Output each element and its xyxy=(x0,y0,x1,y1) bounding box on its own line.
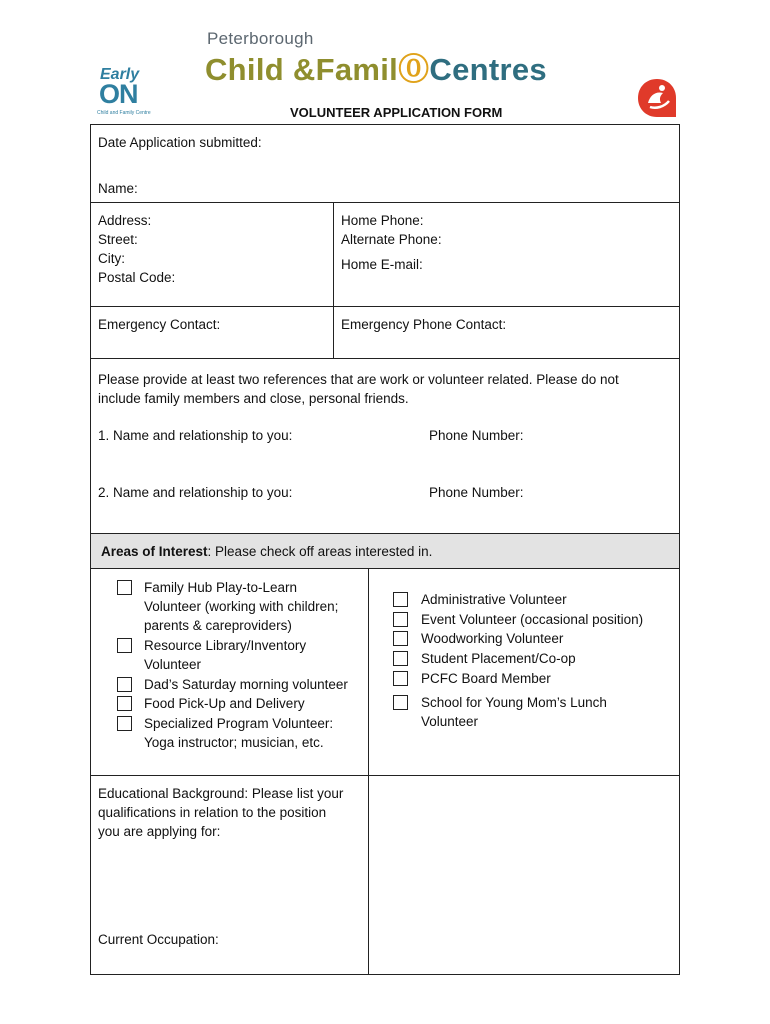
interest-young-moms-lunch-line1: School for Young Mom’s Lunch xyxy=(421,695,607,710)
interest-administrative: Administrative Volunteer xyxy=(421,592,567,607)
interest-event: Event Volunteer (occasional position) xyxy=(421,612,644,627)
emergency-contact-label: Emergency Contact: xyxy=(98,317,221,332)
early-on-logo-sub: Child and Family Centre xyxy=(97,110,151,116)
current-occupation-label: Current Occupation: xyxy=(98,932,219,947)
divider-col-address xyxy=(333,202,334,359)
reference-2-label: 2. Name and relationship to you: xyxy=(98,485,293,500)
education-label-line2: qualifications in relation to the position xyxy=(98,805,327,820)
reference-2-phone-label: Phone Number: xyxy=(429,485,524,500)
interest-dads-saturday: Dad’s Saturday morning volunteer xyxy=(144,677,348,692)
education-label-line1: Educational Background: Please list your xyxy=(98,786,344,801)
interest-student-placement: Student Placement/Co-op xyxy=(421,651,576,666)
divider-education-top xyxy=(90,775,680,776)
form-border-top xyxy=(90,124,680,125)
references-intro-line1: Please provide at least two references that are work or volunteer related. Please do not xyxy=(98,372,619,387)
org-logo-famil: Famil xyxy=(315,52,399,87)
address-label: Address: xyxy=(98,213,152,228)
form-border-bottom xyxy=(90,974,680,975)
interests-heading-bold: Areas of Interest xyxy=(101,544,208,559)
interest-specialized-program-line2: Yoga instructor; musician, etc. xyxy=(144,735,324,750)
postal-code-label: Postal Code: xyxy=(98,270,176,285)
interest-young-moms-lunch-line2: Volunteer xyxy=(421,714,479,729)
checkbox-woodworking[interactable] xyxy=(393,631,408,646)
person-y-icon: 🄋 xyxy=(398,52,430,87)
divider-interests-top xyxy=(90,533,680,534)
interest-resource-library-line1: Resource Library/Inventory xyxy=(144,638,307,653)
interest-food-pickup: Food Pick-Up and Delivery xyxy=(144,696,305,711)
checkbox-resource-library[interactable] xyxy=(117,638,132,653)
interest-specialized-program-line1: Specialized Program Volunteer: xyxy=(144,716,334,731)
interest-board-member: PCFC Board Member xyxy=(421,671,551,686)
street-label: Street: xyxy=(98,232,138,247)
org-logo-main xyxy=(205,44,547,89)
early-on-logo xyxy=(96,66,151,122)
divider-interests-body xyxy=(90,568,680,569)
divider-address-top xyxy=(90,202,680,203)
checkbox-student-placement[interactable] xyxy=(393,651,408,666)
name-label: Name: xyxy=(98,181,138,196)
org-logo-amp: & xyxy=(292,52,316,87)
divider-emergency-top xyxy=(90,306,680,307)
early-on-logo-top: Early xyxy=(100,66,140,83)
interest-family-hub-line2: Volunteer (working with children; xyxy=(144,599,339,614)
divider-col-interests xyxy=(368,568,369,975)
city-label: City: xyxy=(98,251,125,266)
interest-resource-library-line2: Volunteer xyxy=(144,657,202,672)
org-logo-top: Peterborough xyxy=(207,29,314,48)
form-border-right xyxy=(679,124,680,975)
checkbox-administrative[interactable] xyxy=(393,592,408,607)
checkbox-dads-saturday[interactable] xyxy=(117,677,132,692)
home-phone-label: Home Phone: xyxy=(341,213,424,228)
home-email-label: Home E-mail: xyxy=(341,257,423,272)
checkbox-event[interactable] xyxy=(393,612,408,627)
form-title: VOLUNTEER APPLICATION FORM xyxy=(290,105,503,120)
emergency-phone-label: Emergency Phone Contact: xyxy=(341,317,507,332)
reference-1-phone-label: Phone Number: xyxy=(429,428,524,443)
early-on-logo-bottom: ON xyxy=(99,79,138,109)
education-label-line3: you are applying for: xyxy=(98,824,221,839)
org-logo-child: Child xyxy=(205,52,284,87)
interests-heading xyxy=(101,542,432,561)
alternate-phone-label: Alternate Phone: xyxy=(341,232,442,247)
interests-heading-rest: : Please check off areas interested in. xyxy=(207,544,433,559)
references-intro-line2: include family members and close, personal friends. xyxy=(98,391,409,406)
divider-references-top xyxy=(90,358,680,359)
checkbox-specialized-program[interactable] xyxy=(117,716,132,731)
checkbox-young-moms-lunch[interactable] xyxy=(393,695,408,710)
interest-family-hub-line3: parents & careproviders) xyxy=(144,618,292,633)
interest-woodworking: Woodworking Volunteer xyxy=(421,631,564,646)
checkbox-food-pickup[interactable] xyxy=(117,696,132,711)
date-submitted-label: Date Application submitted: xyxy=(98,135,262,150)
checkbox-family-hub[interactable] xyxy=(117,580,132,595)
reference-1-label: 1. Name and relationship to you: xyxy=(98,428,293,443)
checkbox-board-member[interactable] xyxy=(393,671,408,686)
united-way-logo xyxy=(636,77,678,119)
org-logo-centres: Centres xyxy=(429,52,547,87)
interest-family-hub-line1: Family Hub Play-to-Learn xyxy=(144,580,298,595)
